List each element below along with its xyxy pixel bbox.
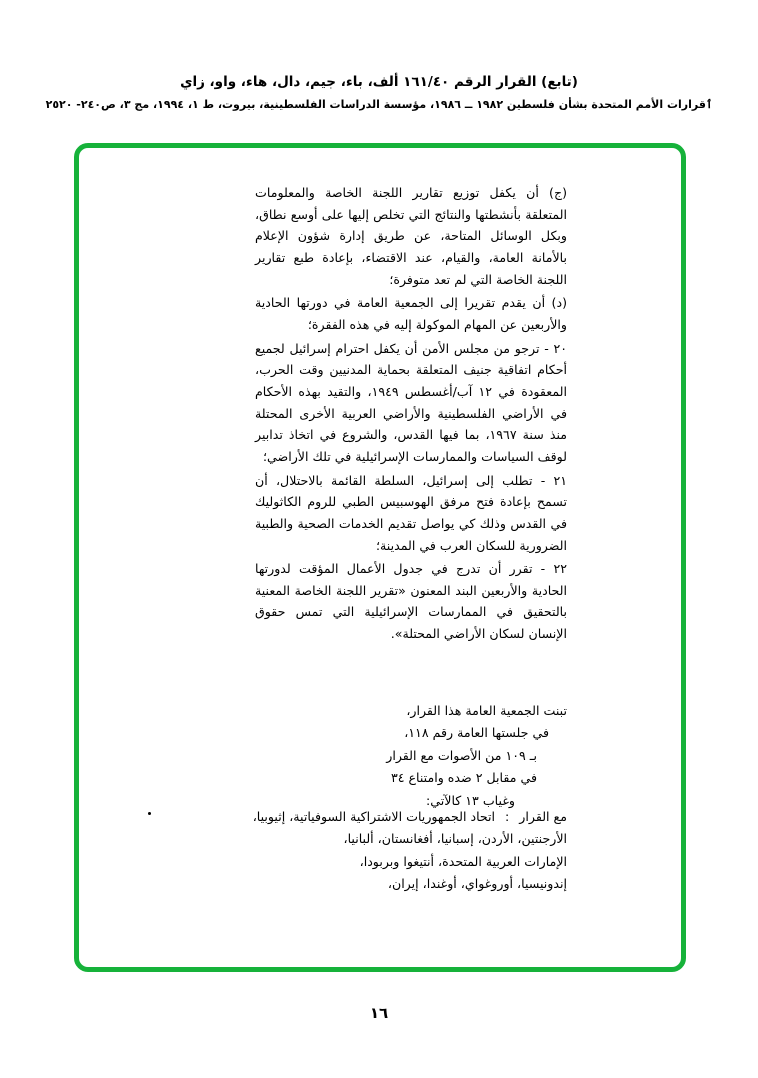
page-number: ١٦: [369, 1004, 389, 1022]
closing-block: [255, 700, 567, 812]
vote-countries-line-1: اتحاد الجمهوريات الاشتراكية السوفياتية، إثيوبيا،: [252, 809, 496, 824]
closing-line-1: تبنت الجمعية العامة هذا القرار،: [406, 703, 567, 718]
paragraph-20: ٢٠ - ترجو من مجلس الأمن أن يكفل احترام إسرائيل لجميع أحكام اتفاقية جنيف المتعلقة بحماية المدنيين وقت الحرب، المعقودة في ١٢ آب/أغسطس ١٩٤٩، والتقيد بهذه الأحكام في الأراضي الفلسطينية والأراضي العربية الأخرى المحتلة منذ سنة ١٩٦٧، بما فيها القدس، والشروع في اتخاذ تدابير لوقف السياسات والممارسات الإسرائيلية في تلك الأراضي؛: [255, 340, 567, 464]
closing-line-5: وغياب ١٣ كالآتي:: [426, 792, 515, 808]
paragraph-22: ٢٢ - تقرر أن تدرج في جدول الأعمال المؤقت لدورتها الحادية والأربعين البند المعنون «تقرير اللجنة الخاصة المعنية بالتحقيق في الممارسات الإسرائيلية التي تمس حقوق الإنسان لسكان الأراضي المحتلة».: [255, 561, 567, 642]
vote-colon: :: [505, 809, 510, 824]
closing-line-4: في مقابل ٢ ضده وامتناع ٣٤: [390, 770, 537, 786]
vote-header-row: [237, 806, 567, 828]
header-source-line: ٲقرارات الأمم المتحدة بشأن فلسطين ١٩٨٢ ــ ١٩٨٦، مؤسسة الدراسات الفلسطينية، بيروت، ط ١، ١٩٩٤، مج ٣، ص٢٤٠- ٢٥٢٠: [45, 98, 713, 112]
page-header: [0, 72, 758, 114]
bullet-dot-icon: [148, 812, 151, 815]
document-body: [255, 182, 567, 647]
paragraph-d: (د) أن يقدم تقريرا إلى الجمعية العامة في دورتها الحادية والأربعين عن المهام الموكولة إليه في هذه الفقرة؛: [255, 295, 567, 332]
paragraph-21: ٢١ - تطلب إلى إسرائيل، السلطة القائمة بالاحتلال، أن تسمح بإعادة فتح مرفق الهوسبيس الطبي للروم الكاثوليك في القدس وذلك كي يواصل تقديم الخدمات الصحية والطبية الضرورية للسكان العرب في المدينة؛: [255, 472, 567, 553]
vote-countries-line-3: الإمارات العربية المتحدة، أنتيغوا وبربودا،: [359, 853, 567, 869]
vote-in-favour-block: [237, 806, 567, 896]
vote-countries-line-2: الأرجنتين، الأردن، إسبانيا، أفغانستان، ألبانيا،: [343, 831, 567, 847]
closing-line-2: في جلستها العامة رقم ١١٨،: [404, 725, 549, 741]
header-title: (تابع) القرار الرقم ١٦١/٤٠ ألف، باء، جيم، دال، هاء، واو، زاي: [180, 74, 578, 90]
paragraph-c: (ج) أن يكفل توزيع تقارير اللجنة الخاصة والمعلومات المتعلقة بأنشطتها والنتائج التي تخلص إليها على أوسع نطاق، وبكل الوسائل المتاحة، عن طريق إدارة شؤون الإعلام بالأمانة العامة، والقيام، عند الاقتضاء، بإعادة طبع تقارير اللجنة الخاصة التي لم تعد متوفرة؛: [255, 185, 567, 287]
vote-countries-line-4: إندونيسيا، أوروغواي، أوغندا، إيران،: [387, 876, 567, 892]
closing-line-3: بـ ١٠٩ من الأصوات مع القرار: [386, 747, 537, 763]
vote-label: مع القرار: [519, 809, 567, 824]
